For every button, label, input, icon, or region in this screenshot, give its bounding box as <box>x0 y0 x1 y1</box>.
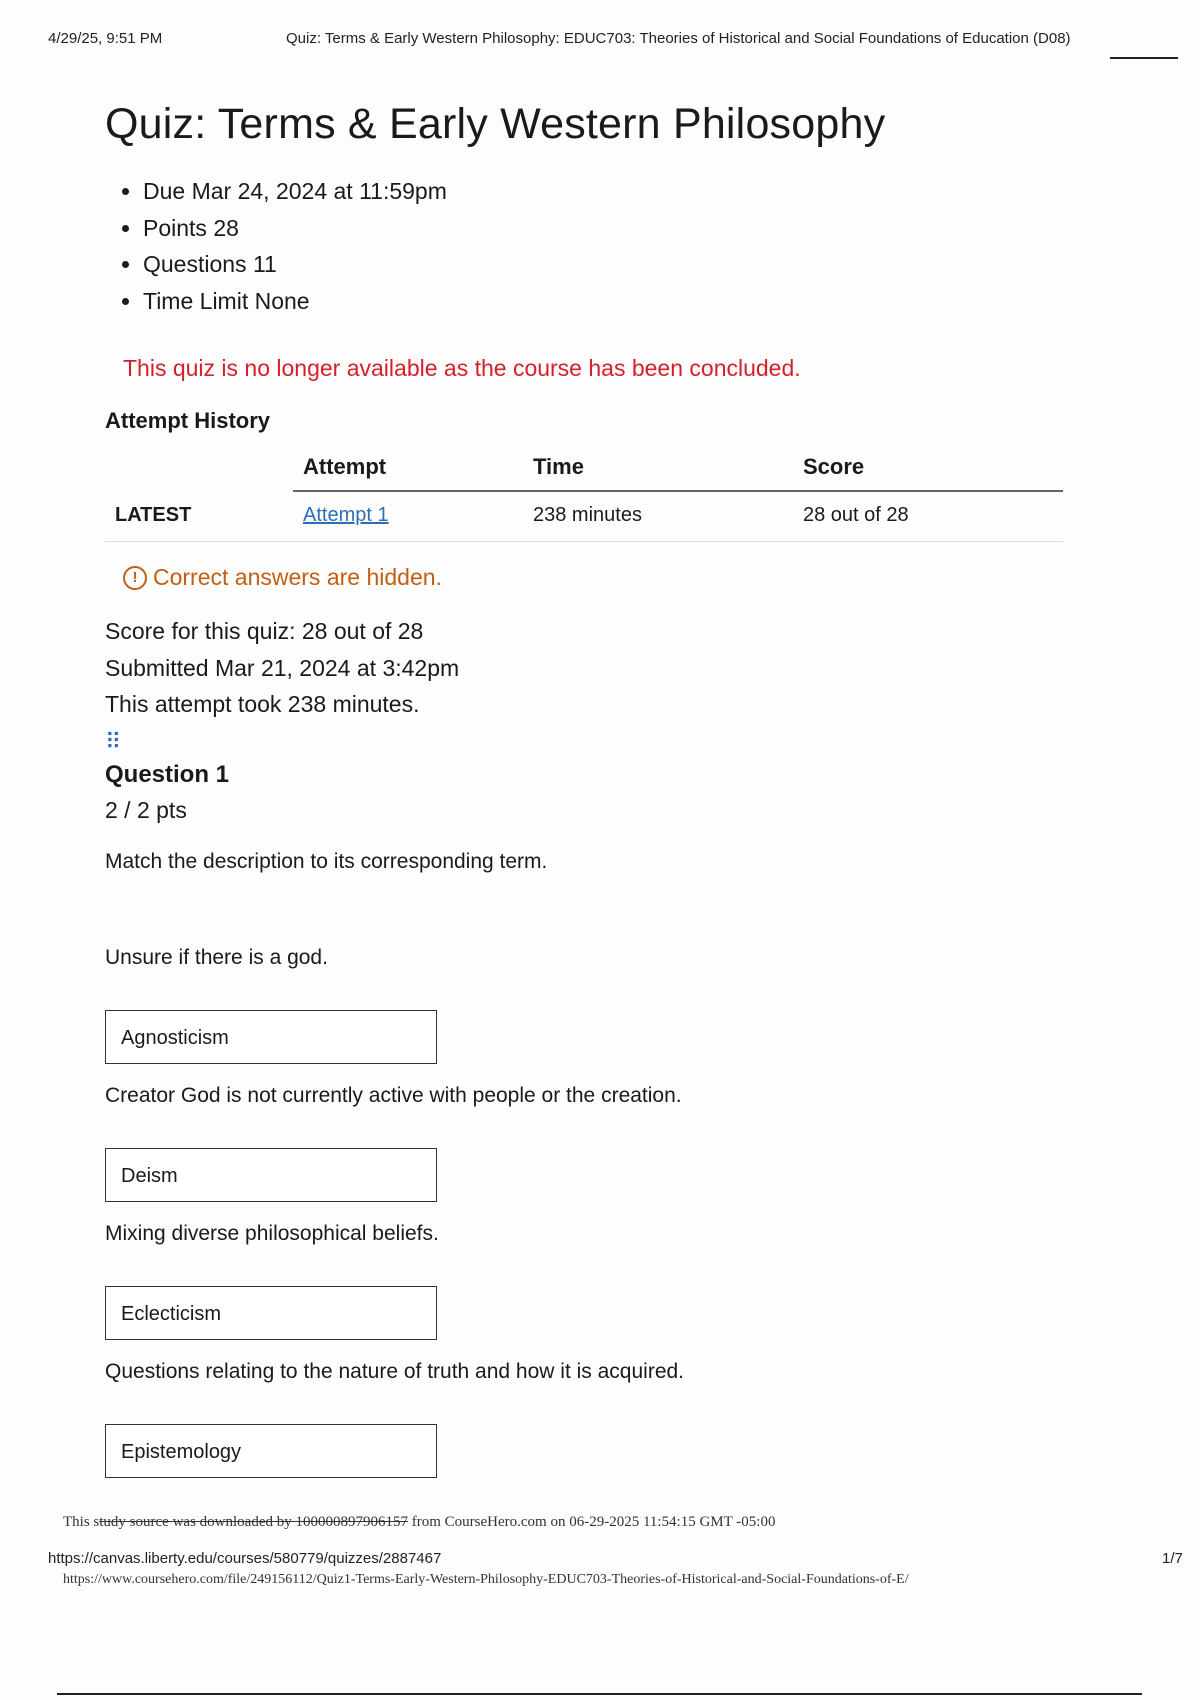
time-cell: 238 minutes <box>523 491 793 542</box>
latest-tag: LATEST <box>105 491 293 542</box>
page-number: 1/7 <box>1162 1550 1183 1567</box>
attempt-history-table <box>105 446 1063 542</box>
column-attempt: Attempt <box>293 446 523 491</box>
page-title: Quiz: Terms & Early Western Philosophy <box>105 100 886 148</box>
quiz-details <box>105 173 1085 319</box>
question-title: Question 1 <box>105 760 230 788</box>
column-time: Time <box>523 446 793 491</box>
question-points: 2 / 2 pts <box>105 796 187 823</box>
print-document-title: Quiz: Terms & Early Western Philosophy: EDUC703: Theories of Historical and Social Foundations of Education (D08) <box>286 30 1071 47</box>
watermark-struck-text: tudy source was downloaded by 100000897906157 <box>99 1514 408 1530</box>
footer-url: https://canvas.liberty.edu/courses/580779/quizzes/2887467 <box>48 1550 442 1567</box>
attempt-duration: This attempt took 238 minutes. <box>105 691 420 717</box>
print-date: 4/29/25, 9:51 PM <box>48 30 163 47</box>
question-prompt: Match the description to its corresponding term. <box>105 849 548 873</box>
due-date: • Due Mar 24, 2024 at 11:59pm <box>143 173 1085 210</box>
submitted-date: Submitted Mar 21, 2024 at 3:42pm <box>105 654 460 681</box>
time-limit: • Time Limit None <box>143 283 1085 320</box>
quiz-score: Score for this quiz: 28 out of 28 <box>105 618 424 644</box>
table-row <box>105 491 1063 542</box>
question-count: • Questions 11 <box>143 246 1085 283</box>
attempt-summary <box>105 613 1085 723</box>
match-description: Unsure if there is a god. <box>105 945 328 969</box>
watermark-text-end: from CourseHero.com on 06-29-2025 11:54:15 GMT -05:00 <box>407 1514 776 1530</box>
match-description: Creator God is not currently active with people or the creation. <box>105 1083 682 1107</box>
bottom-rule <box>57 1693 1142 1695</box>
source-url: https://www.coursehero.com/file/249156112/Quiz1-Terms-Early-Western-Philosophy-EDUC703-Theories-of-Historical-and-Social-Foundations-of-E/ <box>63 1572 909 1587</box>
column-blank <box>105 446 293 491</box>
watermark-text-start: This s <box>63 1514 100 1530</box>
column-score: Score <box>793 446 1063 491</box>
match-answer-box: Deism <box>105 1148 437 1202</box>
match-answer-box: Agnosticism <box>105 1010 437 1064</box>
match-description: Mixing diverse philosophical beliefs. <box>105 1221 439 1245</box>
points: • Points 28 <box>143 210 1085 247</box>
warning-icon: ! <box>123 566 147 590</box>
match-answer-box: Eclecticism <box>105 1286 437 1340</box>
attempt-cell <box>293 491 523 542</box>
attempt-1-link[interactable]: Attempt 1 <box>303 504 389 526</box>
match-answer-box: Epistemology <box>105 1424 437 1478</box>
unavailable-notice: This quiz is no longer available as the course has been concluded. <box>123 355 801 381</box>
match-description: Questions relating to the nature of truth and how it is acquired. <box>105 1359 685 1383</box>
answers-hidden-notice <box>123 564 1085 591</box>
score-cell: 28 out of 28 <box>793 491 1063 542</box>
header-rule <box>1110 57 1178 59</box>
attempt-history-heading: Attempt History <box>105 408 271 433</box>
answers-hidden-text: Correct answers are hidden. <box>153 564 442 590</box>
coursehero-watermark <box>63 1514 775 1531</box>
drag-handle-icon[interactable]: ⠿ <box>105 728 122 754</box>
quiz-content <box>105 100 1085 1478</box>
